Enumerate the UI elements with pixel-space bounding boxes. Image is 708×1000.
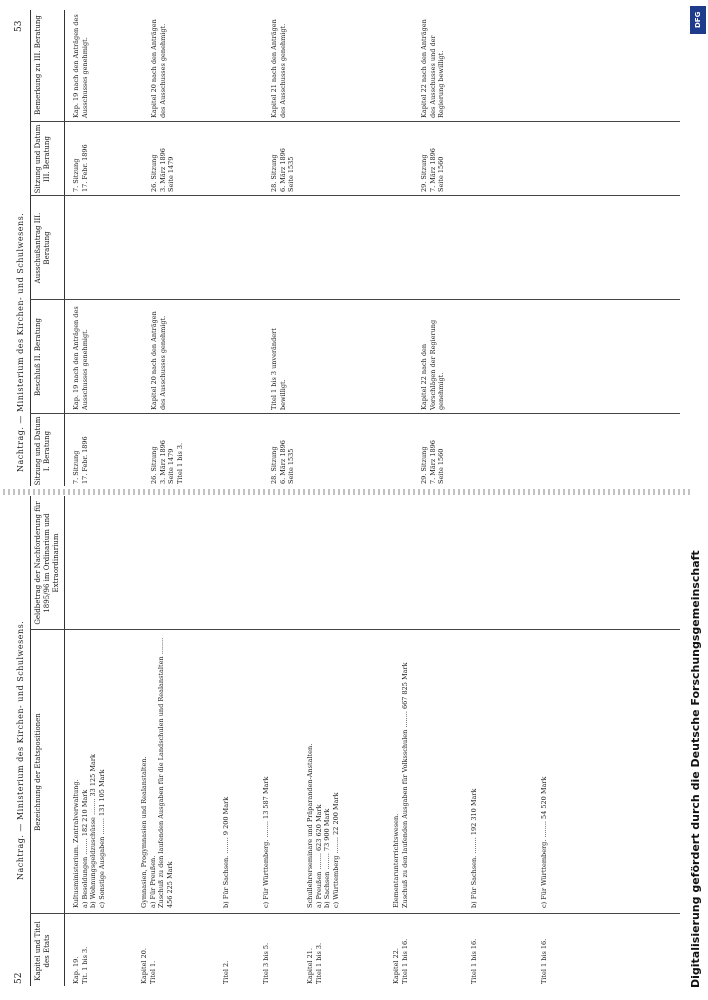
table-cell: Kapitel 21. Titel 1 bis 3. (306, 942, 323, 984)
table-cell: 7. Sitzung 17. Febr. 1896 (72, 144, 89, 192)
table-cell: Kap. 19 nach den Anträgen des Ausschusses genehmigt. (72, 14, 89, 118)
column-divider (30, 913, 680, 914)
column-divider (30, 299, 680, 300)
column-header: Sitzung und Datum III. Beratung (34, 124, 51, 194)
table-cell: Kapitel 20. Titel 1. (140, 948, 157, 984)
running-head: Nachtrag. — Ministerium des Kirchen- und Schulwesens. (16, 620, 25, 880)
table-cell: c) Für Württemberg. ........ 54 520 Mark (540, 776, 548, 908)
column-header: Ausschußantrag III. Beratung (34, 212, 51, 284)
dfg-funding-notice: Digitalisierung gefördert durch die Deutsche Forschungsgemeinschaft (689, 550, 702, 988)
table-cell: b) Für Sachsen. ........ 9 200 Mark (222, 796, 230, 908)
table-cell: 7. Sitzung 17. Febr. 1896 (72, 436, 89, 484)
table-cell: 28. Sitzung 6. März 1896 Seite 1535 (270, 148, 295, 192)
table-cell: 29. Sitzung 7. März 1896 Seite 1560 (420, 148, 445, 192)
table-cell: b) Für Sachsen. ........ 192 310 Mark (470, 788, 478, 908)
column-header: Geldbetrag der Nachforderung für 1895/96 im Ordinarium und Extraordinarium (34, 501, 60, 625)
left-page (0, 492, 690, 1000)
table-cell: Schullehrerseminare und Präparanden-Anstalten. a) Preußen ........ 623 620 Mark b) Sachsen ........ 73 900 Mark c) Württemberg ........ 22 200 Mark (306, 743, 340, 908)
table-cell: Kapitel 20 nach den Anträgen des Ausschusses genehmigt. (150, 19, 167, 118)
header-bottom-rule (64, 10, 65, 486)
table-cell: 29. Sitzung 7. März 1896 Seite 1560 (420, 440, 445, 484)
column-divider (30, 121, 680, 122)
column-divider (30, 413, 680, 414)
column-divider (30, 629, 680, 630)
page-number: 53 (14, 20, 24, 32)
dfg-logo: DFG (690, 6, 706, 34)
table-cell: Kultusministerium. Zentralverwaltung. a) Besoldungen ........ 182 210 Mark b) Wohnungsgeldzuschüsse ........ 33 125 Mark c) Sonstige Ausgaben ........ 131 105 Mark (72, 754, 106, 908)
table-cell: Titel 2. (222, 960, 230, 984)
table-cell: Titel 3 bis 5. (262, 942, 270, 984)
table-cell: Kapitel 20 nach den Anträgen des Ausschusses genehmigt. (150, 311, 167, 410)
table-cell: 26. Sitzung 3. März 1896 Seite 1479 Titel 1 bis 3. (150, 440, 184, 484)
column-header: Bemerkung zu III. Beratung (34, 15, 42, 115)
table-cell: c) Für Württemberg. ........ 13 587 Mark (262, 776, 270, 908)
table-cell: Kap. 19. Tit. 1 bis 3. (72, 946, 89, 984)
column-divider (30, 195, 680, 196)
table-cell: Kapitel 22. Titel 1 bis 16. (392, 938, 409, 984)
column-header: Sitzung und Datum I. Beratung (34, 416, 51, 486)
page-number: 52 (14, 972, 24, 984)
table-cell: Kapitel 22 nach den Vorschlägen der Regierung genehmigt. (420, 319, 445, 410)
column-header: Bezeichnung der Etatspositionen (34, 713, 42, 831)
table-cell: Kapitel 21 nach den Anträgen des Ausschusses genehmigt. (270, 19, 287, 118)
table-cell: Gymnasien, Progymnasien und Realanstalten. a) Für Preußen. Zuschuß zu den laufenden Ausgaben für die Landschulen und Realanstalten ........ 456 225 Mark (140, 637, 174, 908)
column-header: Kapitel und Titel des Etats (34, 921, 51, 981)
table-cell: Elementarunterrichtswesen. Zuschuß zu den laufenden Ausgaben für Volksschulen ........ 667 825 Mark (392, 662, 409, 908)
table-cell: 26. Sitzung 3. März 1896 Seite 1479 (150, 148, 175, 192)
running-head: Nachtrag. — Ministerium des Kirchen- und Schulwesens. (16, 212, 25, 472)
table-cell: Kapitel 22 nach den Anträgen des Ausschusses und der Regierung bewilligt. (420, 19, 445, 118)
table-cell: Titel 1 bis 16. (540, 938, 548, 984)
table-cell: 28. Sitzung 6. März 1896 Seite 1535 (270, 440, 295, 484)
table-cell: Kap. 19 nach den Anträgen des Ausschusses genehmigt. (72, 306, 89, 410)
column-header: Beschluß II. Beratung (34, 317, 42, 397)
table-cell: Titel 1 bis 16. (470, 938, 478, 984)
header-top-rule (30, 10, 31, 486)
right-page (0, 0, 690, 492)
table-cell: Titel 1 bis 3 unverändert bewilligt. (270, 328, 287, 410)
